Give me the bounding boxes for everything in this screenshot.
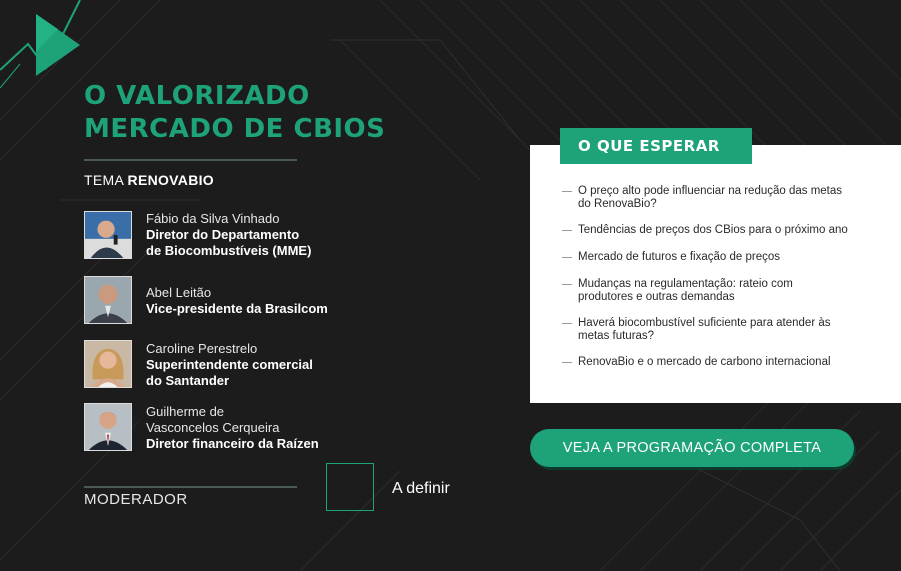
list-item bbox=[560, 356, 870, 369]
speaker-role: Diretor financeiro da Raízen bbox=[146, 436, 319, 451]
theme-prefix: TEMA bbox=[84, 172, 124, 188]
title-divider bbox=[84, 159, 297, 161]
expectations-heading: O QUE ESPERAR bbox=[560, 128, 752, 164]
speaker-name: Guilherme de bbox=[146, 404, 225, 419]
moderator-avatar-placeholder bbox=[326, 463, 374, 511]
speaker-name: Fábio da Silva Vinhado bbox=[146, 211, 280, 226]
list-item bbox=[560, 278, 870, 304]
speaker-role: Vice-presidente da Brasilcom bbox=[146, 301, 328, 316]
speaker-name: Caroline Perestrelo bbox=[146, 341, 258, 356]
speaker-name: Abel Leitão bbox=[146, 285, 212, 300]
full-program-button[interactable]: VEJA A PROGRAMAÇÃO COMPLETA bbox=[530, 429, 854, 467]
moderator-name: A definir bbox=[392, 480, 450, 497]
list-item-text: O preço alto pode influenciar na redução das metas bbox=[578, 185, 843, 197]
speaker-role: Diretor do Departamento bbox=[146, 227, 300, 242]
expectations-list bbox=[560, 185, 870, 369]
list-item-text: Mercado de futuros e fixação de preços bbox=[578, 251, 781, 263]
list-item-text: do RenovaBio? bbox=[578, 198, 657, 210]
list-item bbox=[560, 251, 870, 264]
speaker-avatar bbox=[84, 211, 132, 259]
list-item bbox=[560, 224, 870, 237]
speaker-role: do Santander bbox=[146, 373, 230, 388]
speaker-role: de Biocombustíveis (MME) bbox=[146, 243, 312, 258]
list-item bbox=[560, 185, 870, 211]
moderator-divider bbox=[84, 486, 297, 488]
list-item-text: RenovaBio e o mercado de carbono internacional bbox=[578, 356, 831, 368]
page-title bbox=[84, 80, 385, 146]
theme-value: RENOVABIO bbox=[127, 172, 214, 188]
moderator-label: MODERADOR bbox=[84, 491, 188, 508]
list-item-text: metas futuras? bbox=[578, 330, 655, 342]
triangle-logo-icon bbox=[0, 0, 90, 100]
expectations-card bbox=[530, 145, 901, 403]
speaker-role: Superintendente comercial bbox=[146, 357, 313, 372]
title-line-2: MERCADO DE CBIOS bbox=[84, 114, 386, 144]
list-item-text: produtores e outras demandas bbox=[578, 291, 735, 303]
speaker-avatar bbox=[84, 276, 132, 324]
list-item-text: Mudanças na regulamentação: rateio com bbox=[578, 278, 793, 290]
speaker-name: Vasconcelos Cerqueira bbox=[146, 420, 280, 435]
title-line-1: O VALORIZADO bbox=[84, 81, 310, 111]
list-item-text: Haverá biocombustível suficiente para atender às bbox=[578, 317, 831, 329]
speaker-avatar bbox=[84, 340, 132, 388]
list-item bbox=[560, 317, 870, 343]
theme-label bbox=[84, 172, 214, 188]
list-item-text: Tendências de preços dos CBios para o próximo ano bbox=[578, 224, 848, 236]
speaker-avatar bbox=[84, 403, 132, 451]
